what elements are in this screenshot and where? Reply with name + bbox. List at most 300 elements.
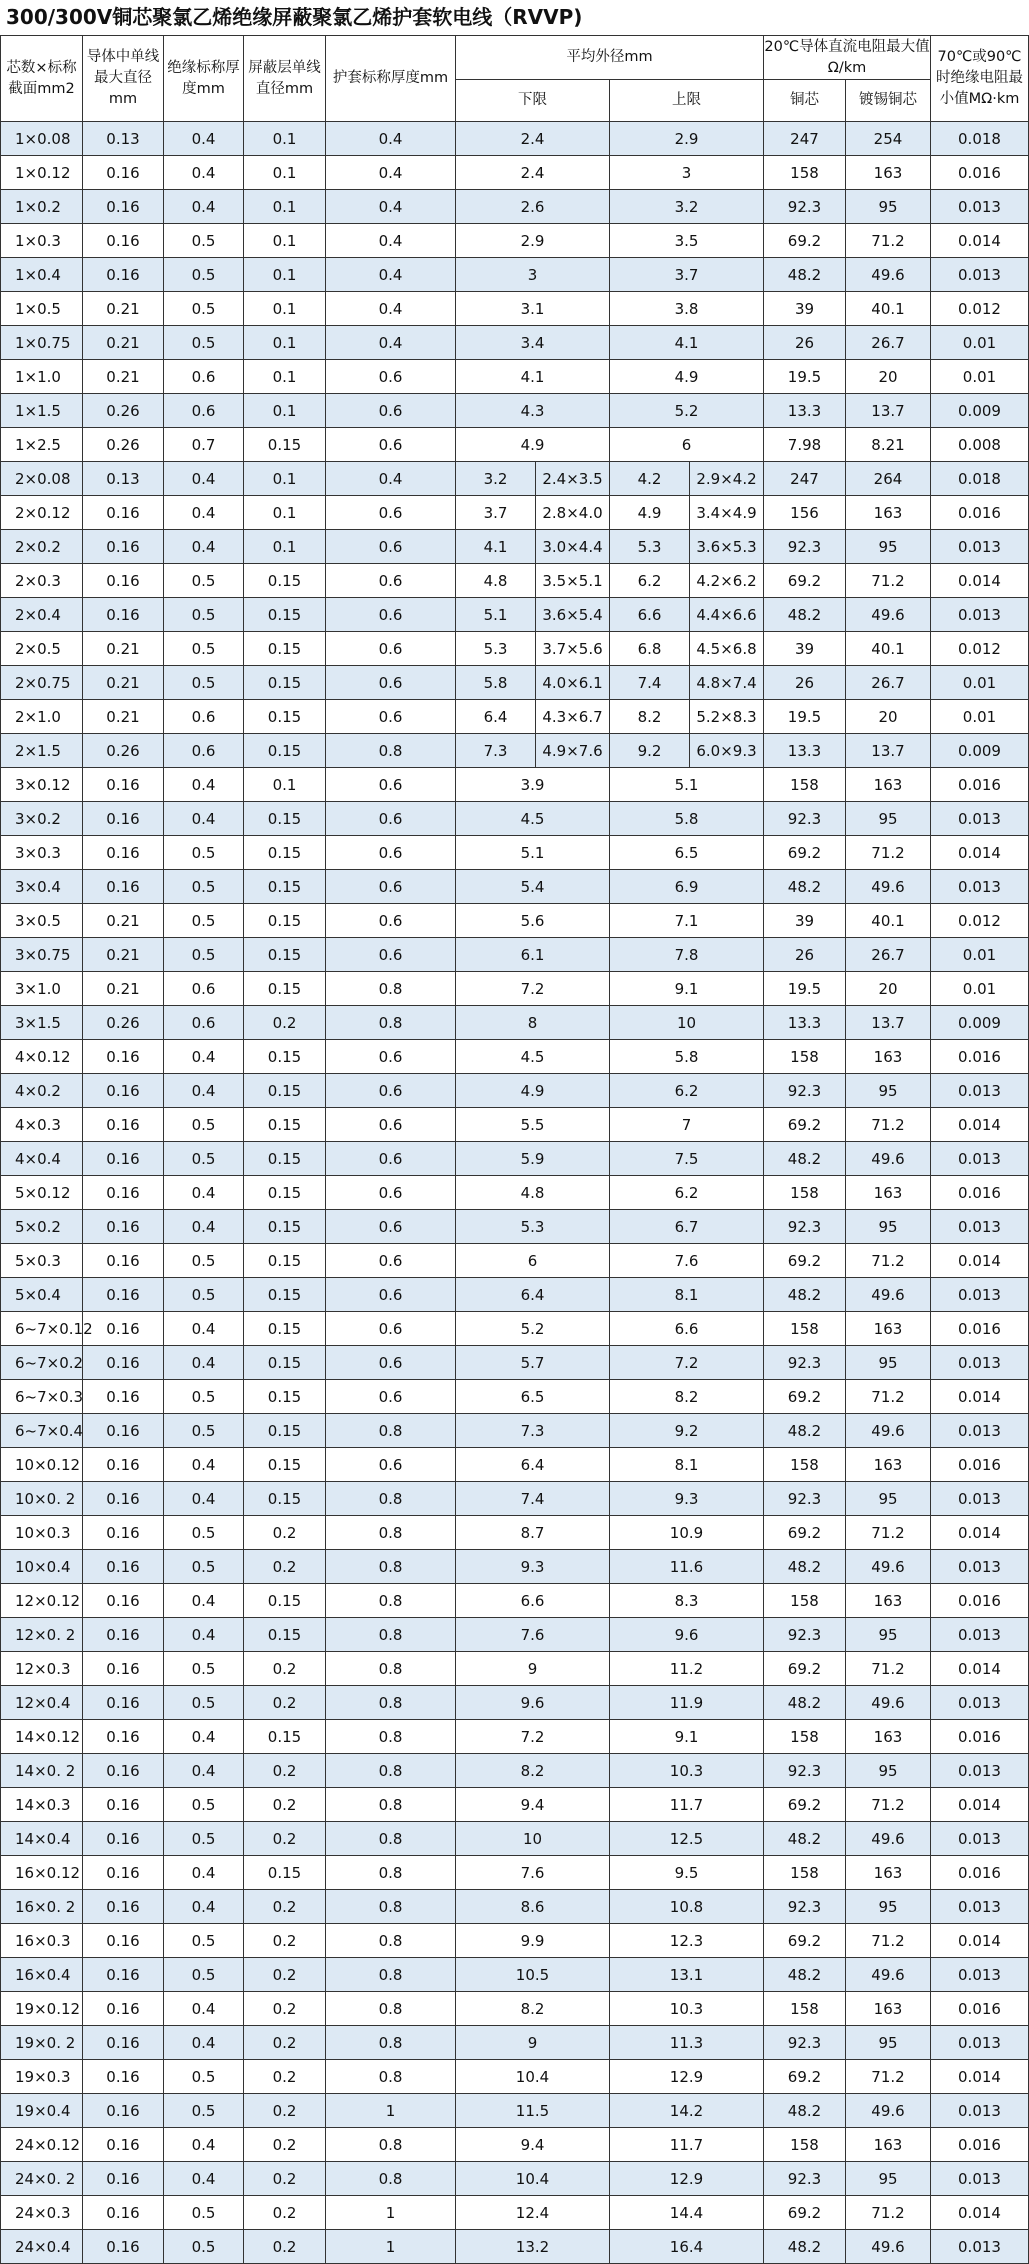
cell-tinned-resistance: 163: [846, 1040, 931, 1074]
cell-tinned-resistance: 13.7: [846, 1006, 931, 1040]
table-row: [1, 1584, 1029, 1618]
cell-upper: 6: [610, 428, 764, 462]
cell-shield-diameter: 0.2: [244, 2196, 326, 2230]
cell-insulation-resistance: 0.014: [931, 1788, 1029, 1822]
cell-upper: 10: [610, 1006, 764, 1040]
cell-copper-resistance: 92.3: [764, 530, 846, 564]
cell-tinned-resistance: 49.6: [846, 2230, 931, 2264]
cell-shield-diameter: 0.15: [244, 1448, 326, 1482]
cell-spec: 12×0.4: [1, 1686, 83, 1720]
cell-shield-diameter: 0.2: [244, 1550, 326, 1584]
cell-insulation-resistance: 0.013: [931, 258, 1029, 292]
cell-lower: 5.1: [456, 836, 610, 870]
cell-insulation-resistance: 0.008: [931, 428, 1029, 462]
cell-tinned-resistance: 71.2: [846, 2060, 931, 2094]
cell-lower: 6.4: [456, 1278, 610, 1312]
cell-copper-resistance: 69.2: [764, 1924, 846, 1958]
cell-upper: 7: [610, 1108, 764, 1142]
cell-upper: 16.4: [610, 2230, 764, 2264]
cell-tinned-resistance: 49.6: [846, 1550, 931, 1584]
cell-shield-diameter: 0.15: [244, 1856, 326, 1890]
cell-sheath-thickness: 0.6: [326, 1040, 456, 1074]
cell-copper-resistance: 156: [764, 496, 846, 530]
cell-insulation-thickness: 0.5: [164, 2230, 244, 2264]
cell-wire-diameter: 0.16: [83, 2196, 164, 2230]
cell-insulation-thickness: 0.5: [164, 1686, 244, 1720]
table-row: [1, 1788, 1029, 1822]
cell-lower: 2.9: [456, 224, 610, 258]
cell-copper-resistance: 69.2: [764, 2196, 846, 2230]
cell-upper: 9.2: [610, 734, 690, 768]
cell-shield-diameter: 0.2: [244, 2230, 326, 2264]
cell-lower: 4.1: [456, 530, 536, 564]
cell-wire-diameter: 0.16: [83, 1890, 164, 1924]
cell-sheath-thickness: 1: [326, 2196, 456, 2230]
cell-spec: 10×0.12: [1, 1448, 83, 1482]
cell-wire-diameter: 0.16: [83, 530, 164, 564]
cell-spec: 10×0. 2: [1, 1482, 83, 1516]
cell-lower: 4.1: [456, 360, 610, 394]
cell-insulation-thickness: 0.4: [164, 1210, 244, 1244]
cell-shield-diameter: 0.2: [244, 2162, 326, 2196]
cell-copper-resistance: 48.2: [764, 1550, 846, 1584]
cell-sheath-thickness: 0.6: [326, 768, 456, 802]
cell-tinned-resistance: 71.2: [846, 1516, 931, 1550]
cell-lower: 9.3: [456, 1550, 610, 1584]
cell-insulation-resistance: 0.012: [931, 632, 1029, 666]
cell-copper-resistance: 69.2: [764, 1652, 846, 1686]
cell-wire-diameter: 0.21: [83, 360, 164, 394]
cell-spec: 3×0.75: [1, 938, 83, 972]
cell-sheath-thickness: 0.6: [326, 428, 456, 462]
cell-lower: 10.5: [456, 1958, 610, 1992]
cell-upper: 8.2: [610, 1380, 764, 1414]
table-row: [1, 394, 1029, 428]
cell-wire-diameter: 0.16: [83, 258, 164, 292]
cell-upper-flat: 2.9×4.2: [690, 462, 764, 496]
cell-sheath-thickness: 0.4: [326, 258, 456, 292]
cell-tinned-resistance: 71.2: [846, 2196, 931, 2230]
cell-insulation-thickness: 0.5: [164, 1788, 244, 1822]
cell-upper: 6.9: [610, 870, 764, 904]
cell-copper-resistance: 158: [764, 1720, 846, 1754]
cell-shield-diameter: 0.2: [244, 2026, 326, 2060]
cell-upper-flat: 6.0×9.3: [690, 734, 764, 768]
cell-lower-flat: 2.8×4.0: [536, 496, 610, 530]
cell-copper-resistance: 48.2: [764, 1414, 846, 1448]
cell-sheath-thickness: 0.8: [326, 2060, 456, 2094]
cell-tinned-resistance: 254: [846, 122, 931, 156]
cell-insulation-thickness: 0.4: [164, 1448, 244, 1482]
cell-lower: 10: [456, 1822, 610, 1856]
cell-spec: 16×0. 2: [1, 1890, 83, 1924]
cell-sheath-thickness: 0.4: [326, 224, 456, 258]
table-row: [1, 1040, 1029, 1074]
cell-spec: 3×1.5: [1, 1006, 83, 1040]
cell-shield-diameter: 0.15: [244, 666, 326, 700]
cell-insulation-thickness: 0.6: [164, 700, 244, 734]
cell-sheath-thickness: 0.6: [326, 564, 456, 598]
cell-upper: 6.2: [610, 1176, 764, 1210]
cell-insulation-resistance: 0.009: [931, 1006, 1029, 1040]
cell-tinned-resistance: 26.7: [846, 666, 931, 700]
cell-upper-flat: 4.4×6.6: [690, 598, 764, 632]
cell-spec: 3×0.3: [1, 836, 83, 870]
cell-wire-diameter: 0.16: [83, 2230, 164, 2264]
cell-insulation-thickness: 0.5: [164, 1958, 244, 1992]
cell-shield-diameter: 0.15: [244, 1074, 326, 1108]
header-spec: 芯数×标称截面mm2: [1, 36, 83, 122]
cell-upper: 9.3: [610, 1482, 764, 1516]
cell-sheath-thickness: 0.6: [326, 1108, 456, 1142]
cell-insulation-thickness: 0.5: [164, 1414, 244, 1448]
cell-tinned-resistance: 95: [846, 1618, 931, 1652]
cell-copper-resistance: 92.3: [764, 190, 846, 224]
cell-copper-resistance: 69.2: [764, 564, 846, 598]
cell-upper: 3: [610, 156, 764, 190]
cell-sheath-thickness: 0.6: [326, 836, 456, 870]
cell-lower: 7.2: [456, 972, 610, 1006]
table-row: [1, 1754, 1029, 1788]
cell-shield-diameter: 0.2: [244, 1958, 326, 1992]
cell-insulation-resistance: 0.013: [931, 1142, 1029, 1176]
table-row: [1, 734, 1029, 768]
cell-insulation-resistance: 0.018: [931, 122, 1029, 156]
cell-sheath-thickness: 0.6: [326, 1380, 456, 1414]
cell-spec: 5×0.3: [1, 1244, 83, 1278]
cell-upper: 10.3: [610, 1754, 764, 1788]
cell-insulation-resistance: 0.014: [931, 836, 1029, 870]
cell-tinned-resistance: 95: [846, 1346, 931, 1380]
cell-upper: 3.2: [610, 190, 764, 224]
cell-insulation-resistance: 0.016: [931, 1312, 1029, 1346]
cell-wire-diameter: 0.16: [83, 190, 164, 224]
cell-insulation-resistance: 0.013: [931, 1754, 1029, 1788]
cell-shield-diameter: 0.15: [244, 598, 326, 632]
cell-lower: 6.6: [456, 1584, 610, 1618]
cell-spec: 24×0. 2: [1, 2162, 83, 2196]
cell-upper: 11.7: [610, 1788, 764, 1822]
header-resistance: 20℃导体直流电阻最大值 Ω/km: [764, 36, 931, 80]
table-row: [1, 802, 1029, 836]
cell-lower-flat: 2.4×3.5: [536, 462, 610, 496]
table-row: [1, 190, 1029, 224]
cell-insulation-thickness: 0.4: [164, 1618, 244, 1652]
cell-sheath-thickness: 0.6: [326, 360, 456, 394]
cell-insulation-resistance: 0.013: [931, 1074, 1029, 1108]
table-row: [1, 632, 1029, 666]
table-row: [1, 224, 1029, 258]
table-row: [1, 1482, 1029, 1516]
cell-insulation-resistance: 0.01: [931, 666, 1029, 700]
cell-tinned-resistance: 163: [846, 1584, 931, 1618]
cell-tinned-resistance: 49.6: [846, 1142, 931, 1176]
cell-sheath-thickness: 0.8: [326, 1414, 456, 1448]
cell-upper: 10.3: [610, 1992, 764, 2026]
cell-upper: 7.2: [610, 1346, 764, 1380]
cell-lower-flat: 4.3×6.7: [536, 700, 610, 734]
cell-wire-diameter: 0.16: [83, 870, 164, 904]
table-row: [1, 2162, 1029, 2196]
cell-shield-diameter: 0.15: [244, 1244, 326, 1278]
cell-insulation-thickness: 0.4: [164, 1754, 244, 1788]
cell-sheath-thickness: 0.6: [326, 1244, 456, 1278]
cell-shield-diameter: 0.1: [244, 462, 326, 496]
cell-shield-diameter: 0.15: [244, 1210, 326, 1244]
table-row: [1, 292, 1029, 326]
cell-sheath-thickness: 0.8: [326, 1482, 456, 1516]
cell-insulation-resistance: 0.013: [931, 1482, 1029, 1516]
cell-insulation-thickness: 0.5: [164, 564, 244, 598]
cell-sheath-thickness: 0.8: [326, 1652, 456, 1686]
table-row: [1, 2230, 1029, 2264]
cell-upper: 7.1: [610, 904, 764, 938]
cell-copper-resistance: 92.3: [764, 1210, 846, 1244]
cell-lower: 2.4: [456, 156, 610, 190]
cell-insulation-thickness: 0.4: [164, 190, 244, 224]
cell-shield-diameter: 0.15: [244, 1312, 326, 1346]
cell-wire-diameter: 0.16: [83, 1346, 164, 1380]
cell-tinned-resistance: 20: [846, 700, 931, 734]
cell-insulation-thickness: 0.5: [164, 1652, 244, 1686]
cell-wire-diameter: 0.16: [83, 1380, 164, 1414]
cell-wire-diameter: 0.16: [83, 496, 164, 530]
cell-shield-diameter: 0.1: [244, 292, 326, 326]
cell-shield-diameter: 0.1: [244, 190, 326, 224]
table-row: [1, 768, 1029, 802]
cell-copper-resistance: 48.2: [764, 1278, 846, 1312]
cell-copper-resistance: 69.2: [764, 224, 846, 258]
cell-upper: 4.1: [610, 326, 764, 360]
cell-tinned-resistance: 95: [846, 2162, 931, 2196]
cell-upper: 11.2: [610, 1652, 764, 1686]
cell-upper: 2.9: [610, 122, 764, 156]
cell-insulation-resistance: 0.014: [931, 2060, 1029, 2094]
cell-tinned-resistance: 163: [846, 1720, 931, 1754]
table-row: [1, 1380, 1029, 1414]
cell-insulation-resistance: 0.016: [931, 1584, 1029, 1618]
cell-upper: 5.1: [610, 768, 764, 802]
cell-insulation-resistance: 0.013: [931, 870, 1029, 904]
cell-insulation-resistance: 0.016: [931, 1720, 1029, 1754]
cell-spec: 3×0.5: [1, 904, 83, 938]
cell-lower: 4.5: [456, 1040, 610, 1074]
header-wire-diameter: 导体中单线最大直径mm: [83, 36, 164, 122]
cell-spec: 1×0.3: [1, 224, 83, 258]
cell-wire-diameter: 0.16: [83, 1074, 164, 1108]
cell-sheath-thickness: 0.8: [326, 1686, 456, 1720]
cell-insulation-resistance: 0.018: [931, 462, 1029, 496]
cell-insulation-resistance: 0.013: [931, 1618, 1029, 1652]
cell-sheath-thickness: 0.6: [326, 1074, 456, 1108]
cell-lower: 3: [456, 258, 610, 292]
table-row: [1, 1652, 1029, 1686]
cell-copper-resistance: 48.2: [764, 1958, 846, 1992]
cell-shield-diameter: 0.2: [244, 1516, 326, 1550]
cell-tinned-resistance: 40.1: [846, 904, 931, 938]
cell-sheath-thickness: 0.8: [326, 1788, 456, 1822]
cell-sheath-thickness: 0.8: [326, 1618, 456, 1652]
cell-insulation-thickness: 0.5: [164, 1244, 244, 1278]
cell-insulation-thickness: 0.5: [164, 1822, 244, 1856]
cell-insulation-resistance: 0.013: [931, 1210, 1029, 1244]
cell-copper-resistance: 48.2: [764, 258, 846, 292]
cell-sheath-thickness: 0.6: [326, 1278, 456, 1312]
cell-shield-diameter: 0.2: [244, 1788, 326, 1822]
cell-tinned-resistance: 71.2: [846, 1924, 931, 1958]
cell-tinned-resistance: 40.1: [846, 292, 931, 326]
cell-wire-diameter: 0.21: [83, 292, 164, 326]
cell-lower: 5.9: [456, 1142, 610, 1176]
cell-copper-resistance: 92.3: [764, 2162, 846, 2196]
cell-insulation-resistance: 0.014: [931, 1244, 1029, 1278]
cell-spec: 5×0.2: [1, 1210, 83, 1244]
cell-lower: 3.2: [456, 462, 536, 496]
cell-lower-flat: 3.5×5.1: [536, 564, 610, 598]
cell-spec: 2×1.0: [1, 700, 83, 734]
cell-insulation-resistance: 0.013: [931, 190, 1029, 224]
cell-shield-diameter: 0.15: [244, 938, 326, 972]
cell-upper: 12.5: [610, 1822, 764, 1856]
cell-shield-diameter: 0.15: [244, 734, 326, 768]
cell-shield-diameter: 0.15: [244, 1346, 326, 1380]
cell-wire-diameter: 0.16: [83, 2128, 164, 2162]
cell-lower: 6.4: [456, 700, 536, 734]
cell-insulation-resistance: 0.013: [931, 1822, 1029, 1856]
cell-insulation-thickness: 0.4: [164, 768, 244, 802]
table-row: [1, 1414, 1029, 1448]
cell-sheath-thickness: 0.8: [326, 2162, 456, 2196]
cell-wire-diameter: 0.16: [83, 1244, 164, 1278]
cell-copper-resistance: 158: [764, 2128, 846, 2162]
cell-tinned-resistance: 163: [846, 768, 931, 802]
cell-spec: 5×0.4: [1, 1278, 83, 1312]
cell-upper: 11.9: [610, 1686, 764, 1720]
cell-copper-resistance: 92.3: [764, 1074, 846, 1108]
cell-sheath-thickness: 1: [326, 2094, 456, 2128]
table-row: [1, 2196, 1029, 2230]
cell-wire-diameter: 0.16: [83, 1618, 164, 1652]
cell-wire-diameter: 0.16: [83, 1448, 164, 1482]
cell-insulation-thickness: 0.4: [164, 2162, 244, 2196]
cell-lower: 4.5: [456, 802, 610, 836]
cell-upper: 9.1: [610, 972, 764, 1006]
cell-sheath-thickness: 0.4: [326, 156, 456, 190]
cell-lower-flat: 3.0×4.4: [536, 530, 610, 564]
cell-tinned-resistance: 71.2: [846, 1244, 931, 1278]
cell-wire-diameter: 0.21: [83, 938, 164, 972]
cell-shield-diameter: 0.1: [244, 224, 326, 258]
cell-lower: 5.5: [456, 1108, 610, 1142]
cell-copper-resistance: 48.2: [764, 1686, 846, 1720]
cell-upper: 6.2: [610, 564, 690, 598]
cell-insulation-resistance: 0.014: [931, 1108, 1029, 1142]
cell-lower: 5.4: [456, 870, 610, 904]
cell-tinned-resistance: 95: [846, 1210, 931, 1244]
cell-wire-diameter: 0.16: [83, 156, 164, 190]
cell-shield-diameter: 0.15: [244, 1482, 326, 1516]
cell-lower: 5.1: [456, 598, 536, 632]
cell-upper: 8.1: [610, 1448, 764, 1482]
cell-upper: 4.2: [610, 462, 690, 496]
cell-wire-diameter: 0.16: [83, 1754, 164, 1788]
cell-insulation-resistance: 0.01: [931, 360, 1029, 394]
cell-tinned-resistance: 8.21: [846, 428, 931, 462]
cell-spec: 2×0.75: [1, 666, 83, 700]
cell-lower: 10.4: [456, 2162, 610, 2196]
cell-insulation-thickness: 0.5: [164, 2196, 244, 2230]
cell-shield-diameter: 0.15: [244, 1720, 326, 1754]
cell-upper: 8.3: [610, 1584, 764, 1618]
cell-spec: 4×0.2: [1, 1074, 83, 1108]
cell-lower: 10.4: [456, 2060, 610, 2094]
cell-tinned-resistance: 13.7: [846, 394, 931, 428]
cell-sheath-thickness: 0.6: [326, 802, 456, 836]
cell-sheath-thickness: 0.6: [326, 904, 456, 938]
cell-lower: 6.1: [456, 938, 610, 972]
cell-shield-diameter: 0.1: [244, 768, 326, 802]
cell-copper-resistance: 158: [764, 1176, 846, 1210]
cell-shield-diameter: 0.1: [244, 122, 326, 156]
cell-spec: 1×0.5: [1, 292, 83, 326]
cell-shield-diameter: 0.15: [244, 1584, 326, 1618]
cell-insulation-thickness: 0.4: [164, 1856, 244, 1890]
cell-copper-resistance: 69.2: [764, 1380, 846, 1414]
cell-spec: 2×0.12: [1, 496, 83, 530]
cell-sheath-thickness: 0.6: [326, 700, 456, 734]
cell-sheath-thickness: 0.6: [326, 1142, 456, 1176]
cell-spec: 3×1.0: [1, 972, 83, 1006]
cell-insulation-resistance: 0.014: [931, 1652, 1029, 1686]
cell-upper: 4.9: [610, 360, 764, 394]
cell-sheath-thickness: 0.8: [326, 734, 456, 768]
cell-insulation-thickness: 0.5: [164, 1550, 244, 1584]
cell-insulation-thickness: 0.6: [164, 394, 244, 428]
cell-shield-diameter: 0.2: [244, 1006, 326, 1040]
cell-lower: 9.4: [456, 2128, 610, 2162]
cell-insulation-thickness: 0.5: [164, 2060, 244, 2094]
cell-tinned-resistance: 49.6: [846, 1686, 931, 1720]
cell-upper: 11.3: [610, 2026, 764, 2060]
cell-upper: 9.6: [610, 1618, 764, 1652]
cell-sheath-thickness: 0.6: [326, 870, 456, 904]
cell-wire-diameter: 0.21: [83, 666, 164, 700]
cell-insulation-thickness: 0.5: [164, 666, 244, 700]
cell-tinned-resistance: 49.6: [846, 1958, 931, 1992]
cell-wire-diameter: 0.16: [83, 836, 164, 870]
cell-shield-diameter: 0.1: [244, 156, 326, 190]
cell-copper-resistance: 26: [764, 326, 846, 360]
cell-insulation-thickness: 0.5: [164, 1516, 244, 1550]
cell-lower-flat: 4.9×7.6: [536, 734, 610, 768]
cell-spec: 2×0.4: [1, 598, 83, 632]
cell-spec: 14×0.3: [1, 1788, 83, 1822]
cell-lower: 2.6: [456, 190, 610, 224]
cell-copper-resistance: 158: [764, 1992, 846, 2026]
cell-copper-resistance: 69.2: [764, 1108, 846, 1142]
cell-upper: 8.1: [610, 1278, 764, 1312]
cell-upper: 12.9: [610, 2060, 764, 2094]
table-row: [1, 1074, 1029, 1108]
cell-lower: 3.1: [456, 292, 610, 326]
cell-copper-resistance: 92.3: [764, 2026, 846, 2060]
cell-shield-diameter: 0.15: [244, 564, 326, 598]
cell-shield-diameter: 0.15: [244, 1414, 326, 1448]
cell-sheath-thickness: 0.8: [326, 2128, 456, 2162]
cell-wire-diameter: 0.26: [83, 394, 164, 428]
table-row: [1, 1346, 1029, 1380]
cell-insulation-thickness: 0.6: [164, 360, 244, 394]
